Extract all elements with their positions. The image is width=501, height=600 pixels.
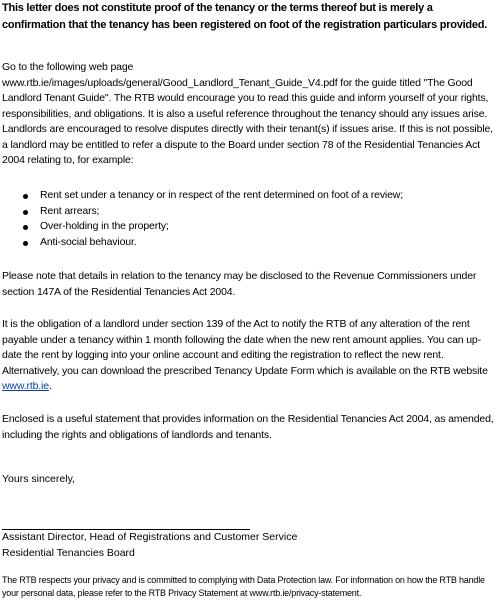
list-item: Rent set under a tenancy or in respect of the rent determined on foot of a review; — [2, 188, 499, 204]
bullet-icon — [23, 210, 28, 215]
signatory-block — [2, 530, 297, 561]
dispute-list — [2, 188, 499, 250]
guide-text: for the guide titled "The Good Landlord Tenant Guide". The RTB would encourage you to read this guide and inform yourself of your rights, responsibilities, and obligations. It is also a useful reference throughout the tenancy should any issues arise. Landlords are encouraged to resolve disputes directly with their tenant(s) if issues arise. If this is not possible, a landlord may be entitled to refer a dispute to the Board under section 78 of the Residential Tenancies Act 2004 relating to, for example: — [2, 76, 493, 166]
bullet-icon — [23, 225, 28, 230]
bullet-icon — [23, 194, 28, 199]
list-item: Over-holding in the property; — [2, 219, 499, 235]
enclosed-paragraph: Enclosed is a useful statement that provides information on the Residential Tenancies Act 2004, as amended, including the rights and obligations of landlords and tenants. — [2, 413, 494, 441]
signatory-title: Assistant Director, Head of Registrations and Customer Service — [2, 531, 298, 543]
signatory-org: Residential Tenancies Board — [2, 546, 135, 559]
closing-salutation: Yours sincerely, — [2, 473, 75, 485]
obligation-text: It is the obligation of a landlord under section 139 of the Act to notify the RTB of any alteration of the rent payable under a tenancy within 1 month following the date when the new rent amount applies. You can up-date the rent by logging into your online account and editing the registration to reflect the new rent. Alternatively, you can download the prescribed Tenancy Update Form which is available on the RTB website — [2, 318, 488, 377]
rtb-website-link[interactable]: www.rtb.ie — [2, 380, 49, 392]
revenue-paragraph: Please note that details in relation to the tenancy may be disclosed to the Revenue Commissioners under section 147A of the Residential Tenancies Act 2004. — [2, 270, 477, 298]
guide-paragraph — [2, 60, 499, 169]
guide-url: www.rtb.ie/images/uploads/general/Good_Landlord_Tenant_Guide_V4.pdf — [2, 76, 338, 89]
privacy-footer: The RTB respects your privacy and is committed to complying with Data Protection law. For information on how the RTB handle your personal data, please refer to the RTB Privacy Statement at www.rtb.ie/privacy-statement. — [2, 575, 485, 598]
list-item: Anti-social behaviour. — [2, 235, 499, 251]
list-item: Rent arrears; — [2, 204, 499, 220]
obligation-paragraph: It is the obligation of a landlord under section 139 of the Act to notify the RTB of any alteration of the rent payable under a tenancy within 1 month following the date when the new rent amount applies. You can up-date the rent by logging into your online account and editing the registration to reflect the new rent. Alternatively, you can download the prescribed Tenancy Update Form which is available on the RTB website www.rtb.ie. — [2, 318, 488, 392]
bullet-icon — [23, 241, 28, 246]
guide-intro: Go to the following web page — [2, 61, 134, 73]
disclaimer-notice: This letter does not constitute proof of the tenancy or the terms thereof but is merely a confirmation that the tenancy has been registered on foot of the registration particulars provided. — [2, 2, 487, 31]
